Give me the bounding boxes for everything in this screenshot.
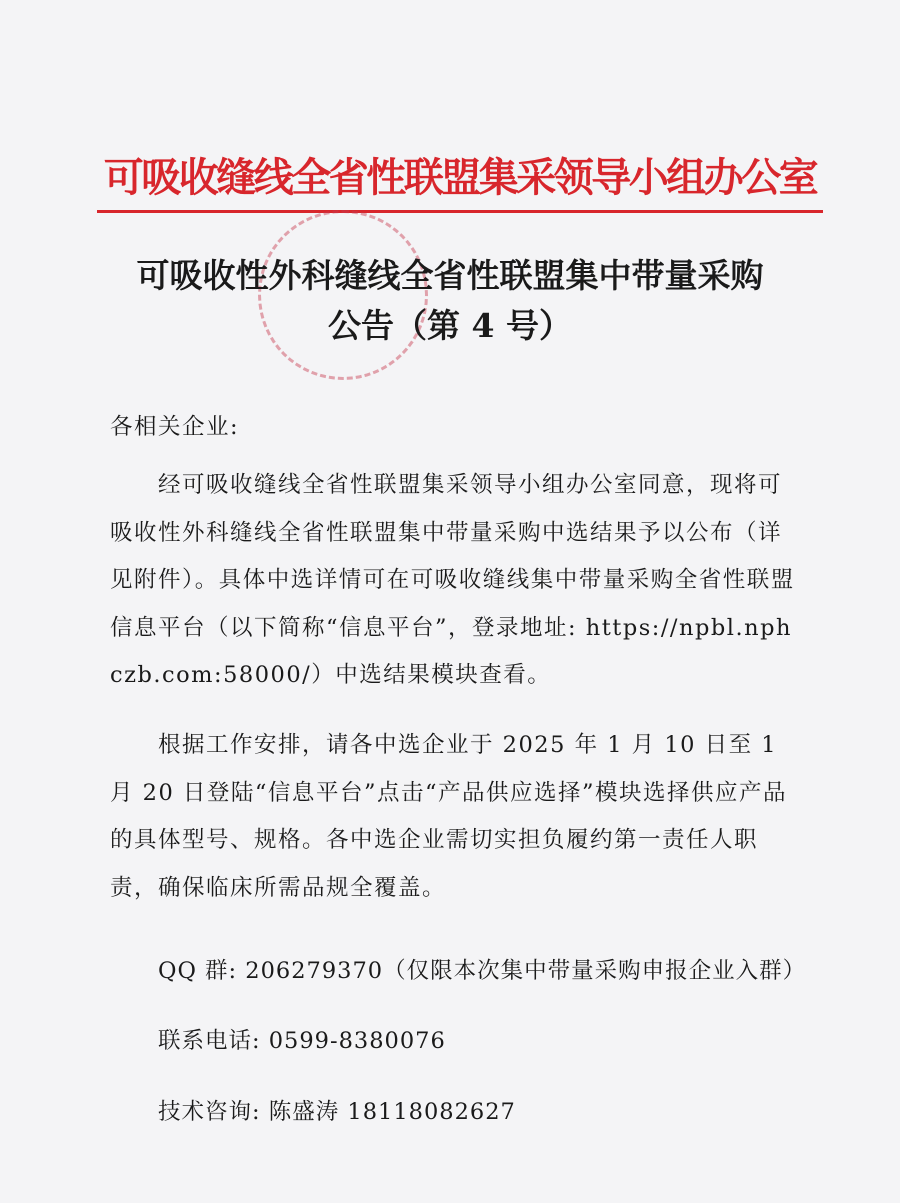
issuer-header: 可吸收缝线全省性联盟集采领导小组办公室 bbox=[103, 154, 817, 201]
paragraph-1: 经可吸收缝线全省性联盟集采领导小组办公室同意，现将可吸收性外科缝线全省性联盟集中带量采购中选结果予以公布（详见附件）。具体中选详情可在可吸收缝线集中带量采购全省性联盟信息平台（以下简称“信息平台”，登录地址: https://npbl.nphczb.com:58000/）中选结果模块查看。 bbox=[110, 472, 795, 688]
tech-support: 技术咨询: 陈盛涛 18118082627 bbox=[158, 1099, 516, 1125]
red-divider bbox=[97, 210, 823, 213]
paragraph-2: 根据工作安排，请各中选企业于 2025 年 1 月 10 日至 1 月 20 日登陆“信息平台”点击“产品供应选择”模块选择供应产品的具体型号、规格。各中选企业需切实担负履约第一责任人职责，确保临床所需品规全覆盖。 bbox=[110, 732, 787, 901]
contact-phone: 联系电话: 0599-8380076 bbox=[158, 1028, 446, 1054]
document-title-line1: 可吸收性外科缝线全省性联盟集中带量采购 bbox=[136, 256, 764, 295]
salutation: 各相关企业: bbox=[110, 414, 240, 440]
document-title-line2: 公告（第 4 号） bbox=[328, 306, 572, 345]
qq-group: QQ 群: 206279370（仅限本次集中带量采购申报企业入群） bbox=[158, 958, 807, 984]
